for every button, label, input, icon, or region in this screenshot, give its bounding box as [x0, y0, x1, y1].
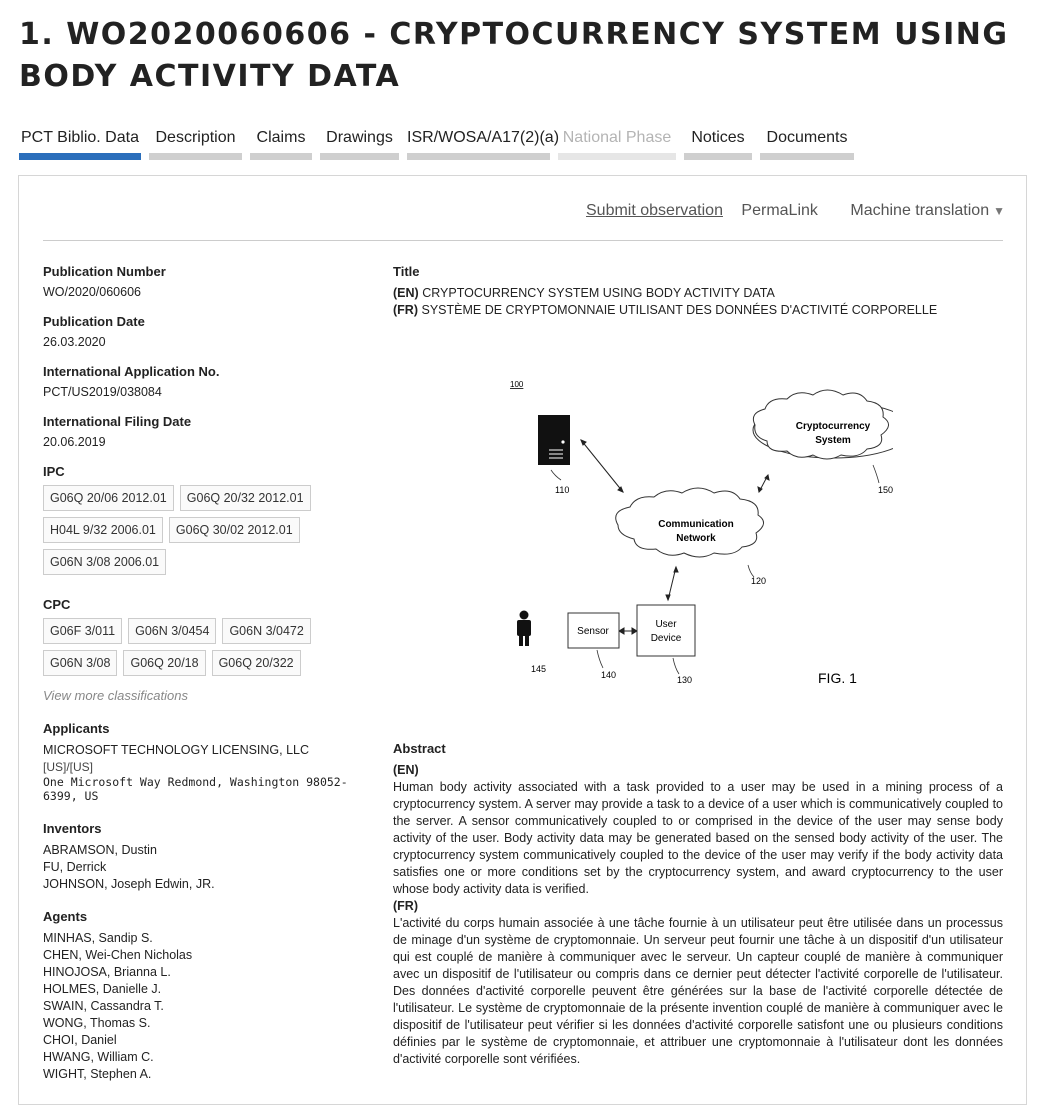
tab-national-phase: National Phase: [558, 126, 676, 160]
tab-drawings[interactable]: Drawings: [320, 126, 399, 160]
ref-100: 100: [510, 380, 524, 389]
person-icon: [517, 611, 531, 647]
patent-drawing[interactable]: [493, 370, 893, 700]
ipc-chip[interactable]: G06Q 20/32 2012.01: [180, 485, 311, 511]
tab-description[interactable]: Description: [149, 126, 242, 160]
tab-claims[interactable]: Claims: [250, 126, 312, 160]
tab-notices[interactable]: Notices: [684, 126, 752, 160]
network-label: Network: [676, 533, 716, 544]
user-device-box: [637, 605, 695, 656]
cpc-list: [43, 618, 343, 682]
abstract-fr: L'activité du corps humain associée à une tâche fournie à un utilisateur peut être utilisée dans un processus de minage d'un système de cryptomonnaie. Un serveur peut fournir une tâche à un dispositif d'un utilisateur qui est couplé de manière à communiquer avec le serveur. Un capteur couplé de manière à communiquer avec un dispositif de l'utilisateur ou compris dans ce dernier peut détecter l'activité corporelle de l'utilisateur. Des données d'activité corporelle peuvent être générées sur la base de l'activité corporelle détectée de l'utilisateur. Le système de cryptomonnaie de la présente invention couplé de manière à communiquer avec le dispositif de l'utilisateur peut vérifier si les données d'activité corporelle satisfont une ou plusieurs conditions définies par le système de cryptomonnaie, et attribuer une cryptomonnaie à l'utilisateur dont les données d'activité corporelle sont vérifiées.: [393, 916, 1003, 1066]
cpc-chip[interactable]: G06N 3/0454: [128, 618, 216, 644]
page-title: 1. WO2020060606 - CRYPTOCURRENCY SYSTEM USING BODY ACTIVITY DATA: [19, 17, 1009, 94]
title-label: Title: [393, 264, 420, 279]
list-item: SWAIN, Cassandra T.: [43, 999, 164, 1013]
application-no-label: International Application No.: [43, 364, 220, 379]
crypto-label: Cryptocurrency: [795, 421, 871, 432]
machine-translation-label: Machine translation: [850, 202, 990, 219]
abstract-label: Abstract: [393, 741, 446, 756]
biblio-column: [43, 264, 363, 1083]
ref-140: 140: [601, 670, 617, 680]
cpc-chip[interactable]: G06F 3/011: [43, 618, 122, 644]
title-section: [393, 264, 1003, 319]
ref-130: 130: [677, 675, 693, 685]
ipc-chip[interactable]: G06Q 20/06 2012.01: [43, 485, 174, 511]
list-item: JOHNSON, Joseph Edwin, JR.: [43, 877, 215, 891]
list-item: HOLMES, Danielle J.: [43, 982, 162, 996]
applicants-label: Applicants: [43, 721, 110, 736]
title-fr: (FR) SYSTÈME DE CRYPTOMONNAIE UTILISANT DES DONNÉES D'ACTIVITÉ CORPORELLE: [393, 303, 938, 317]
list-item: ABRAMSON, Dustin: [43, 843, 157, 857]
applicant-address: One Microsoft Way Redmond, Washington 98052-6399, US: [43, 775, 348, 803]
ipc-chip[interactable]: H04L 9/32 2006.01: [43, 517, 163, 543]
crypto-label: System: [815, 435, 851, 446]
ipc-chip[interactable]: G06N 3/08 2006.01: [43, 549, 166, 575]
list-item: HWANG, William C.: [43, 1050, 154, 1064]
application-no: PCT/US2019/038084: [43, 385, 162, 399]
view-more-classifications-link[interactable]: View more classifications: [43, 688, 188, 703]
ipc-list: [43, 485, 343, 581]
publication-number-label: Publication Number: [43, 264, 166, 279]
divider: [43, 240, 1003, 241]
figure-label: FIG. 1: [818, 670, 857, 686]
publication-date-label: Publication Date: [43, 314, 145, 329]
tab-pct-biblio-data[interactable]: PCT Biblio. Data: [19, 126, 141, 160]
publication-number: WO/2020/060606: [43, 285, 141, 299]
list-item: WIGHT, Stephen A.: [43, 1067, 152, 1081]
device-label: Device: [650, 633, 682, 644]
ipc-label: IPC: [43, 464, 65, 479]
list-item: CHEN, Wei-Chen Nicholas: [43, 948, 193, 962]
tab-documents[interactable]: Documents: [760, 126, 854, 160]
machine-translation-dropdown[interactable]: [836, 202, 1005, 219]
permalink-link[interactable]: PermaLink: [741, 202, 818, 219]
publication-date: 26.03.2020: [43, 335, 106, 349]
cpc-chip[interactable]: G06N 3/0472: [222, 618, 310, 644]
abstract-en: Human body activity associated with a task provided to a user may be used in a mining process of a cryptocurrency system. A server may provide a task to a device of a user which is communicatively coupled to the server. A sensor communicatively coupled to or comprised in the device of the user may sense body activity of the user. Body activity data may be generated based on the sensed body activity of the user. The cryptocurrency system communicatively coupled to the device of the user may verify if the body activity data satisfies one or more conditions set by the cryptocurrency system, and award cryptocurrency to the user whose body activity data is verified.: [393, 780, 1003, 896]
inventors-label: Inventors: [43, 821, 102, 836]
cpc-label: CPC: [43, 597, 71, 612]
network-label: Communication: [658, 519, 734, 530]
list-item: CHOI, Daniel: [43, 1033, 117, 1047]
applicant-country: [US]/[US]: [43, 760, 94, 774]
abstract-fr-tag: (FR): [393, 899, 418, 913]
abstract-en-tag: (EN): [393, 763, 419, 777]
submit-observation-link[interactable]: Submit observation: [586, 202, 723, 219]
list-item: WONG, Thomas S.: [43, 1016, 151, 1030]
agents-label: Agents: [43, 909, 88, 924]
tab-isr-wosa[interactable]: ISR/WOSA/A17(2)(a): [407, 126, 550, 160]
list-item: MINHAS, Sandip S.: [43, 931, 153, 945]
chevron-down-icon: ▼: [993, 204, 1005, 218]
list-item: HINOJOSA, Brianna L.: [43, 965, 171, 979]
title-en: (EN) CRYPTOCURRENCY SYSTEM USING BODY ACTIVITY DATA: [393, 286, 775, 300]
cpc-chip[interactable]: G06N 3/08: [43, 650, 117, 676]
ref-145: 145: [531, 664, 547, 674]
ref-110: 110: [555, 485, 570, 495]
ref-150: 150: [878, 485, 893, 495]
applicant-name: MICROSOFT TECHNOLOGY LICENSING, LLC: [43, 743, 310, 757]
toolbar: [572, 202, 1005, 220]
inventors-list: [43, 842, 363, 893]
ipc-chip[interactable]: G06Q 30/02 2012.01: [169, 517, 300, 543]
sensor-label: Sensor: [577, 626, 609, 637]
abstract-section: [393, 741, 1003, 1068]
list-item: FU, Derrick: [43, 860, 107, 874]
filing-date-label: International Filing Date: [43, 414, 192, 429]
cpc-chip[interactable]: G06Q 20/18: [123, 650, 205, 676]
device-label: User: [655, 619, 677, 630]
filing-date: 20.06.2019: [43, 435, 106, 449]
ref-120: 120: [751, 576, 767, 586]
cpc-chip[interactable]: G06Q 20/322: [212, 650, 301, 676]
agents-list: [43, 930, 363, 1083]
